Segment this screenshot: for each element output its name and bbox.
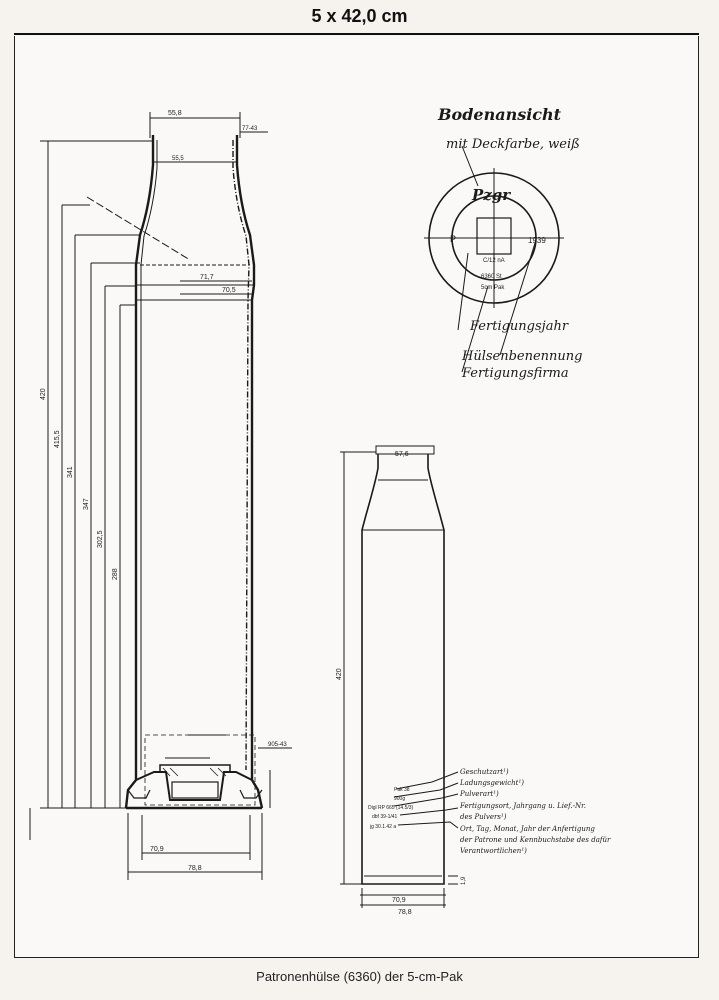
- page-title: 5 x 42,0 cm: [311, 6, 408, 26]
- vertical-dimension-lines: [40, 141, 140, 808]
- vdim-4: 347: [83, 498, 90, 510]
- note-3: Pulverart¹): [460, 790, 499, 798]
- stamp-line-3: Digl RP 665 (14.5/3): [368, 805, 414, 811]
- base-lower-mark-2: 5cm Pak: [481, 285, 505, 291]
- stamp-line-2: 900g: [394, 796, 406, 802]
- vdim-3: 341: [67, 466, 74, 478]
- stamp-line-4: dbf 39-1/41: [372, 814, 398, 820]
- base-stamp-text: Pzgr: [472, 186, 511, 204]
- dim-right-top: 77-43: [242, 126, 258, 132]
- side-top-dim: 57,6: [395, 451, 409, 458]
- vdim-2: 415,5: [54, 430, 61, 448]
- dim-shoulder-1: 71,7: [200, 274, 214, 281]
- label-fertigungsfirma: Fertigungsfirma: [462, 366, 569, 381]
- vdim-6: 288: [112, 568, 119, 580]
- side-view-drawing: [340, 446, 458, 908]
- vdim-1: 420: [40, 388, 47, 400]
- side-right-dim: 1,9: [461, 876, 467, 885]
- base-view-subheading: mit Deckfarbe, weiß: [446, 137, 580, 152]
- dim-head: 78,8: [188, 865, 202, 872]
- side-bottom-dim-2: 78,8: [398, 909, 412, 916]
- note-8: Verantwortlichen¹): [460, 847, 527, 855]
- note-5: des Pulvers¹): [460, 813, 507, 821]
- note-1: Geschutzart¹): [460, 768, 509, 776]
- base-lower-mark-1: 6360 St: [481, 274, 502, 280]
- dim-neck: 55,8: [168, 110, 182, 117]
- figure-caption: Patronenhülse (6360) der 5-cm-Pak: [256, 969, 463, 984]
- dim-shoulder-2: 70,5: [222, 287, 236, 294]
- base-center-mark: C/12 nA: [483, 258, 505, 264]
- dim-rim: 70,9: [150, 846, 164, 853]
- base-year-mark: 1939: [528, 236, 546, 245]
- dim-neck-inner: 55,5: [172, 156, 184, 162]
- stamp-line-5: jg 30.1.42 a: [370, 824, 397, 830]
- label-fertigungsjahr: Fertigungsjahr: [470, 319, 569, 334]
- case-outline: [126, 135, 262, 808]
- base-left-mark: P: [450, 234, 457, 244]
- side-bottom-dim-1: 70,9: [392, 897, 406, 904]
- stamp-line-1: Pak 38: [394, 787, 410, 793]
- dim-right-base: 905-43: [268, 742, 287, 748]
- vdim-5: 302,5: [97, 530, 104, 548]
- note-7: der Patrone und Kennbuchstabe des dafür: [460, 836, 611, 844]
- note-2: Ladungsgewicht¹): [460, 779, 525, 787]
- base-view-heading: Bodenansicht: [438, 105, 562, 124]
- label-huelsenbenennung: Hülsenbenennung: [462, 349, 583, 364]
- note-6: Ort, Tag, Monat, Jahr der Anfertigung: [460, 825, 595, 833]
- side-height-dim: 420: [336, 668, 343, 680]
- note-4: Fertigungsort, Jahrgang u. Lief.-Nr.: [460, 802, 586, 810]
